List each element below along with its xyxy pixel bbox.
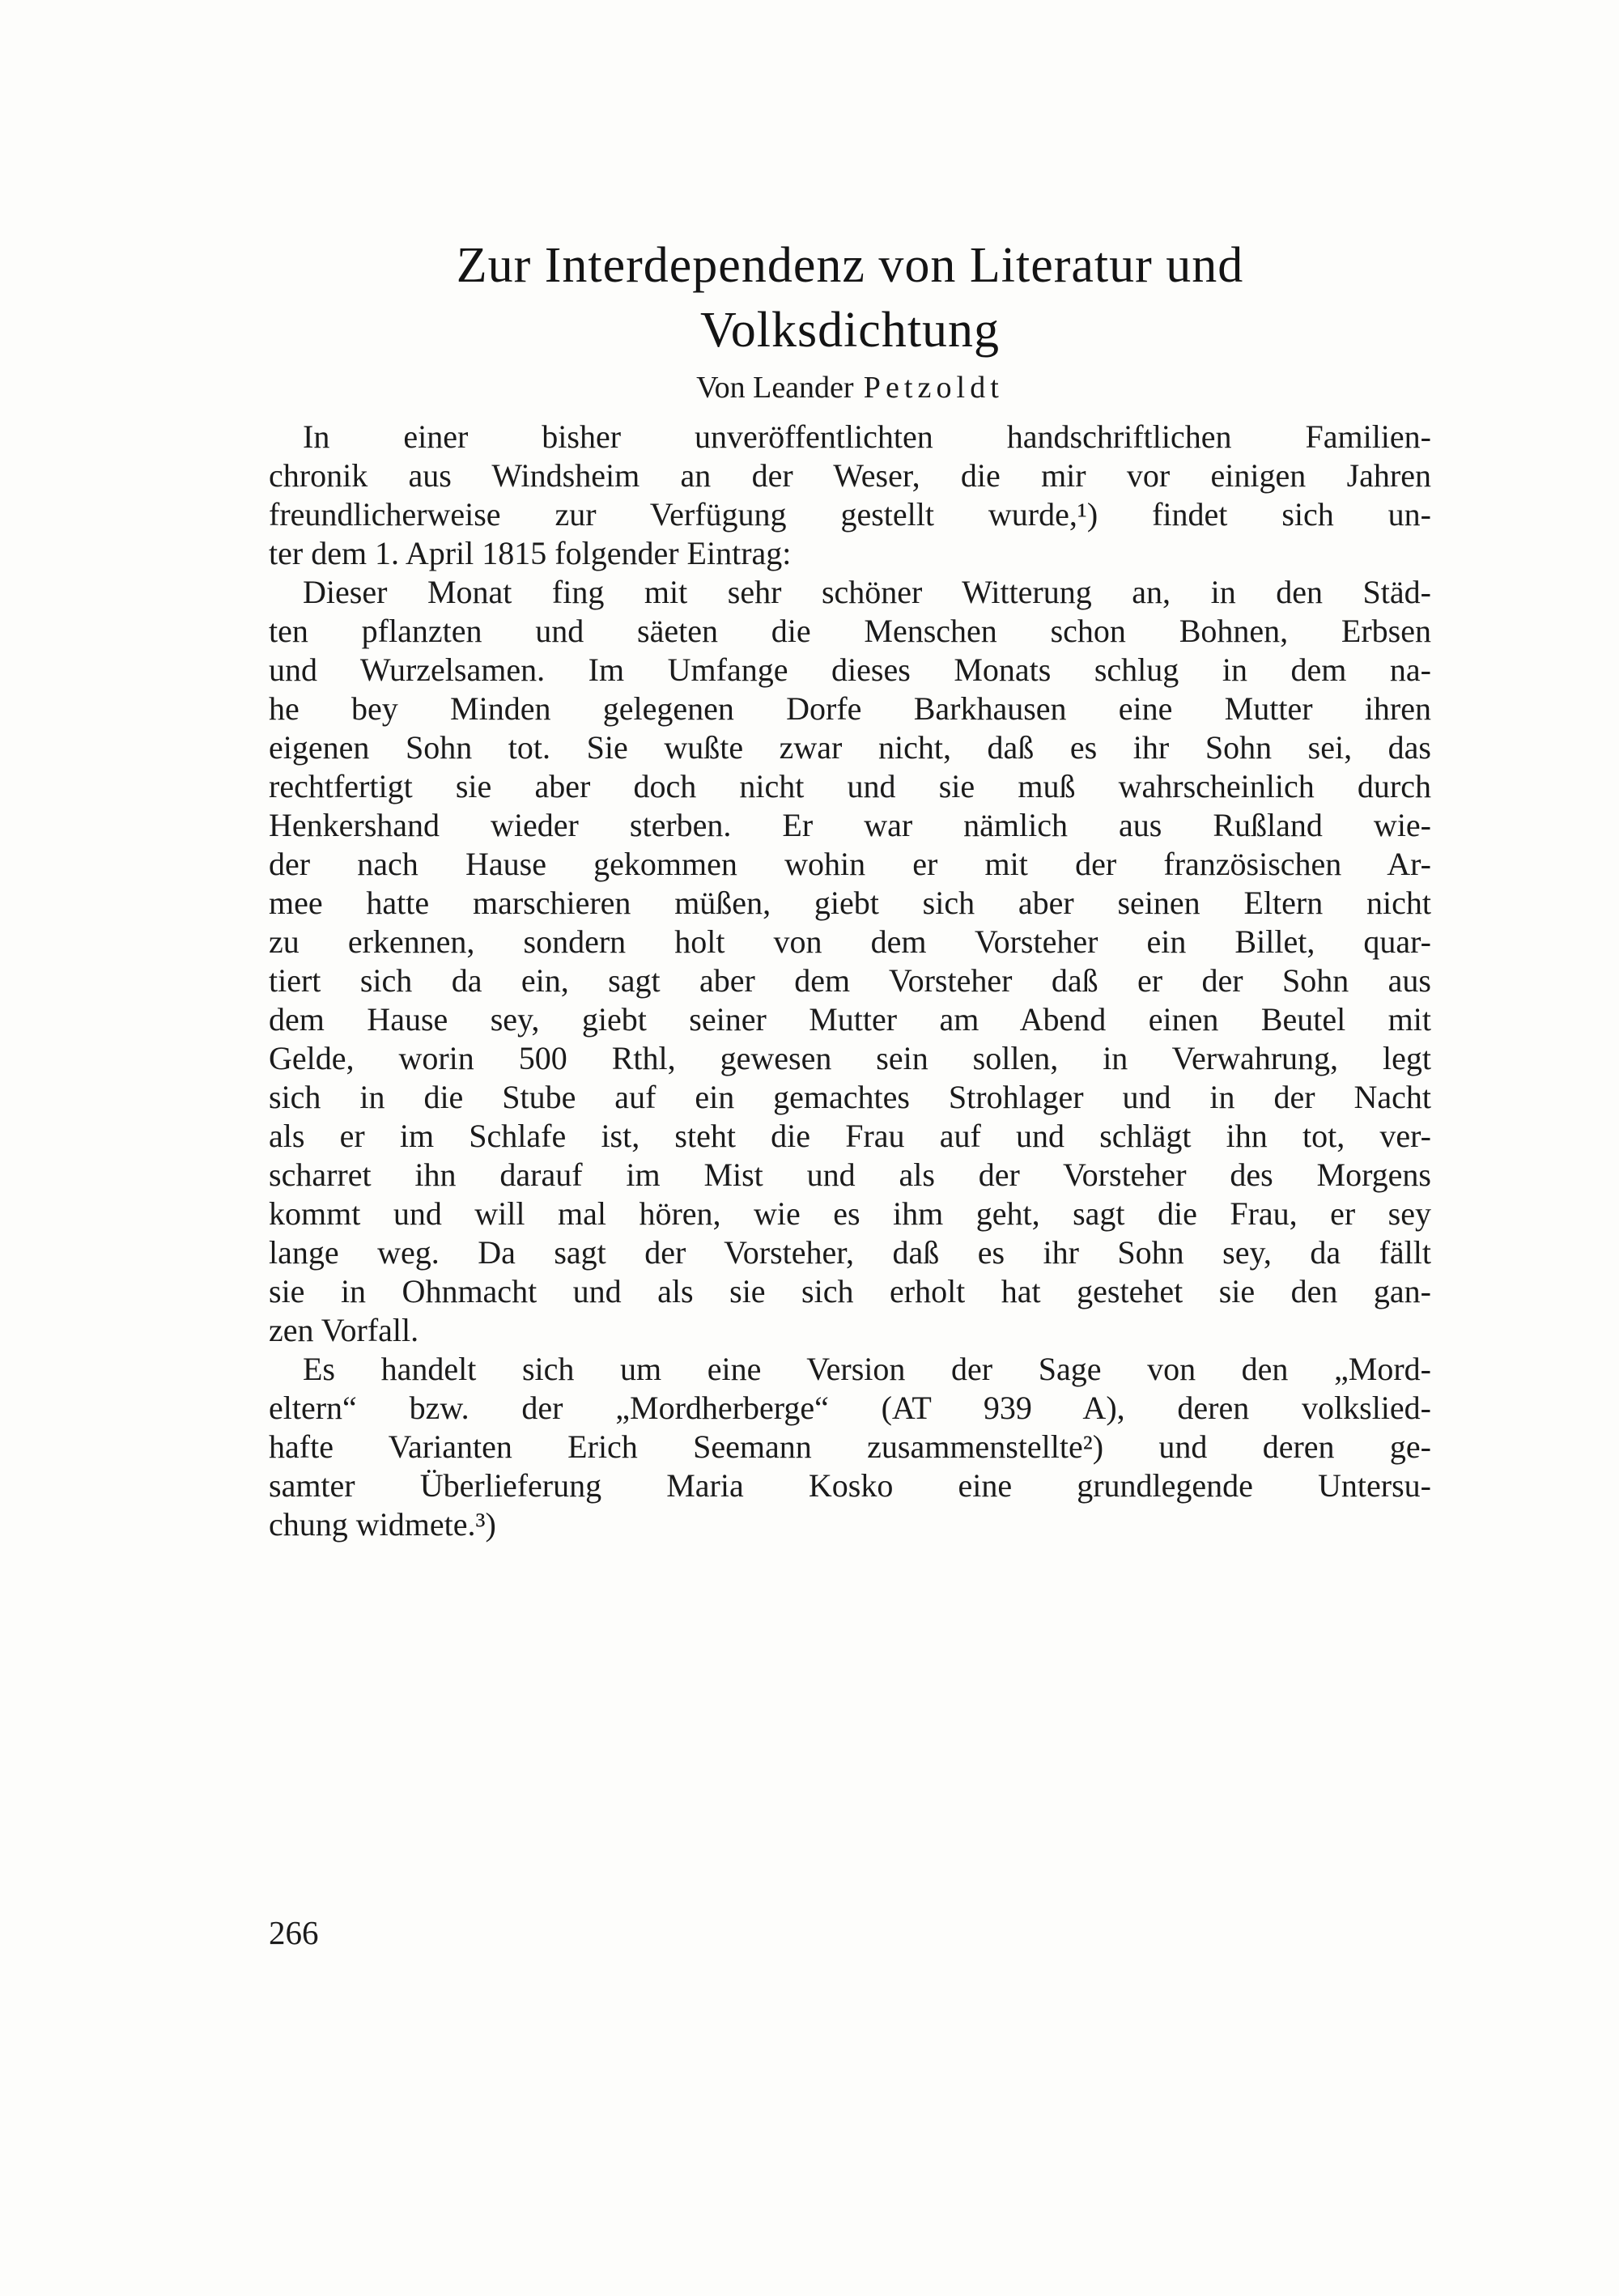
text-line: mee hatte marschieren müßen, giebt sich aber seinen Eltern nicht [269, 885, 1431, 921]
text-line: lange weg. Da sagt der Vorsteher, daß es ihr Sohn sey, da fällt [269, 1234, 1431, 1271]
text-line: In einer bisher unveröffentlichten handschriftlichen Familien- [303, 418, 1431, 455]
text-line: chung widmete.³) [269, 1506, 496, 1543]
article-title [269, 233, 1431, 363]
text-line: hafte Varianten Erich Seemann zusammenstellte²) und deren ge- [269, 1428, 1431, 1465]
text-line: Henkershand wieder sterben. Er war nämlich aus Rußland wie- [269, 807, 1431, 843]
text-line: Gelde, worin 500 Rthl, gewesen sein sollen, in Verwahrung, legt [269, 1040, 1431, 1076]
text-line: tiert sich da ein, sagt aber dem Vorsteher daß er der Sohn aus [269, 962, 1431, 999]
text-line: eigenen Sohn tot. Sie wußte zwar nicht, daß es ihr Sohn sei, das [269, 729, 1431, 766]
page-number: 266 [269, 1914, 319, 1951]
text-line: samter Überlieferung Maria Kosko eine grundlegende Untersu- [269, 1467, 1431, 1504]
text-line: der nach Hause gekommen wohin er mit der französischen Ar- [269, 846, 1431, 882]
text-line: eltern“ bzw. der „Mordherberge“ (AT 939 A), deren volkslied- [269, 1390, 1431, 1426]
text-line: sich in die Stube auf ein gemachtes Strohlager und in der Nacht [269, 1079, 1431, 1115]
article-body [269, 418, 1431, 1544]
paragraph-closing [269, 1350, 1431, 1544]
text-line: Dieser Monat fing mit sehr schöner Witterung an, in den Städ- [303, 574, 1431, 610]
text-line: freundlicherweise zur Verfügung gestellt wurde,¹) findet sich un- [269, 496, 1431, 533]
text-line: zen Vorfall. [269, 1312, 419, 1348]
text-line: ten pflanzten und säeten die Menschen schon Bohnen, Erbsen [269, 613, 1431, 649]
text-line: Es handelt sich um eine Version der Sage von den „Mord- [303, 1351, 1431, 1387]
text-line: he bey Minden gelegenen Dorfe Barkhausen eine Mutter ihren [269, 690, 1431, 727]
text-line: kommt und will mal hören, wie es ihm geht, sagt die Frau, er sey [269, 1195, 1431, 1232]
text-line: und Wurzelsamen. Im Umfange dieses Monats schlug in dem na- [269, 651, 1431, 688]
text-line: scharret ihn darauf im Mist und als der Vorsteher des Morgens [269, 1156, 1431, 1193]
text-line: ter dem 1. April 1815 folgender Eintrag: [269, 535, 792, 571]
text-line: rechtfertigt sie aber doch nicht und sie muß wahrscheinlich durch [269, 768, 1431, 804]
author-name: Petzoldt [863, 371, 1004, 405]
text-line: zu erkennen, sondern holt von dem Vorsteher ein Billet, quar- [269, 923, 1431, 960]
byline [269, 369, 1431, 406]
paragraph-chronicle-quote [269, 573, 1431, 1350]
byline-prefix: Von Leander [696, 371, 854, 405]
article-title-line-2: Volksdichtung [699, 303, 1001, 358]
text-line: dem Hause sey, giebt seiner Mutter am Abend einen Beutel mit [269, 1001, 1431, 1038]
text-line: als er im Schlafe ist, steht die Frau auf und schlägt ihn tot, ver- [269, 1118, 1431, 1154]
article-title-line-1: Zur Interdependenz von Literatur und [456, 238, 1244, 293]
text-block [269, 233, 1431, 1544]
text-line: sie in Ohnmacht und als sie sich erholt hat gestehet sie den gan- [269, 1273, 1431, 1309]
paragraph-intro [269, 418, 1431, 573]
text-line: chronik aus Windsheim an der Weser, die mir vor einigen Jahren [269, 457, 1431, 494]
